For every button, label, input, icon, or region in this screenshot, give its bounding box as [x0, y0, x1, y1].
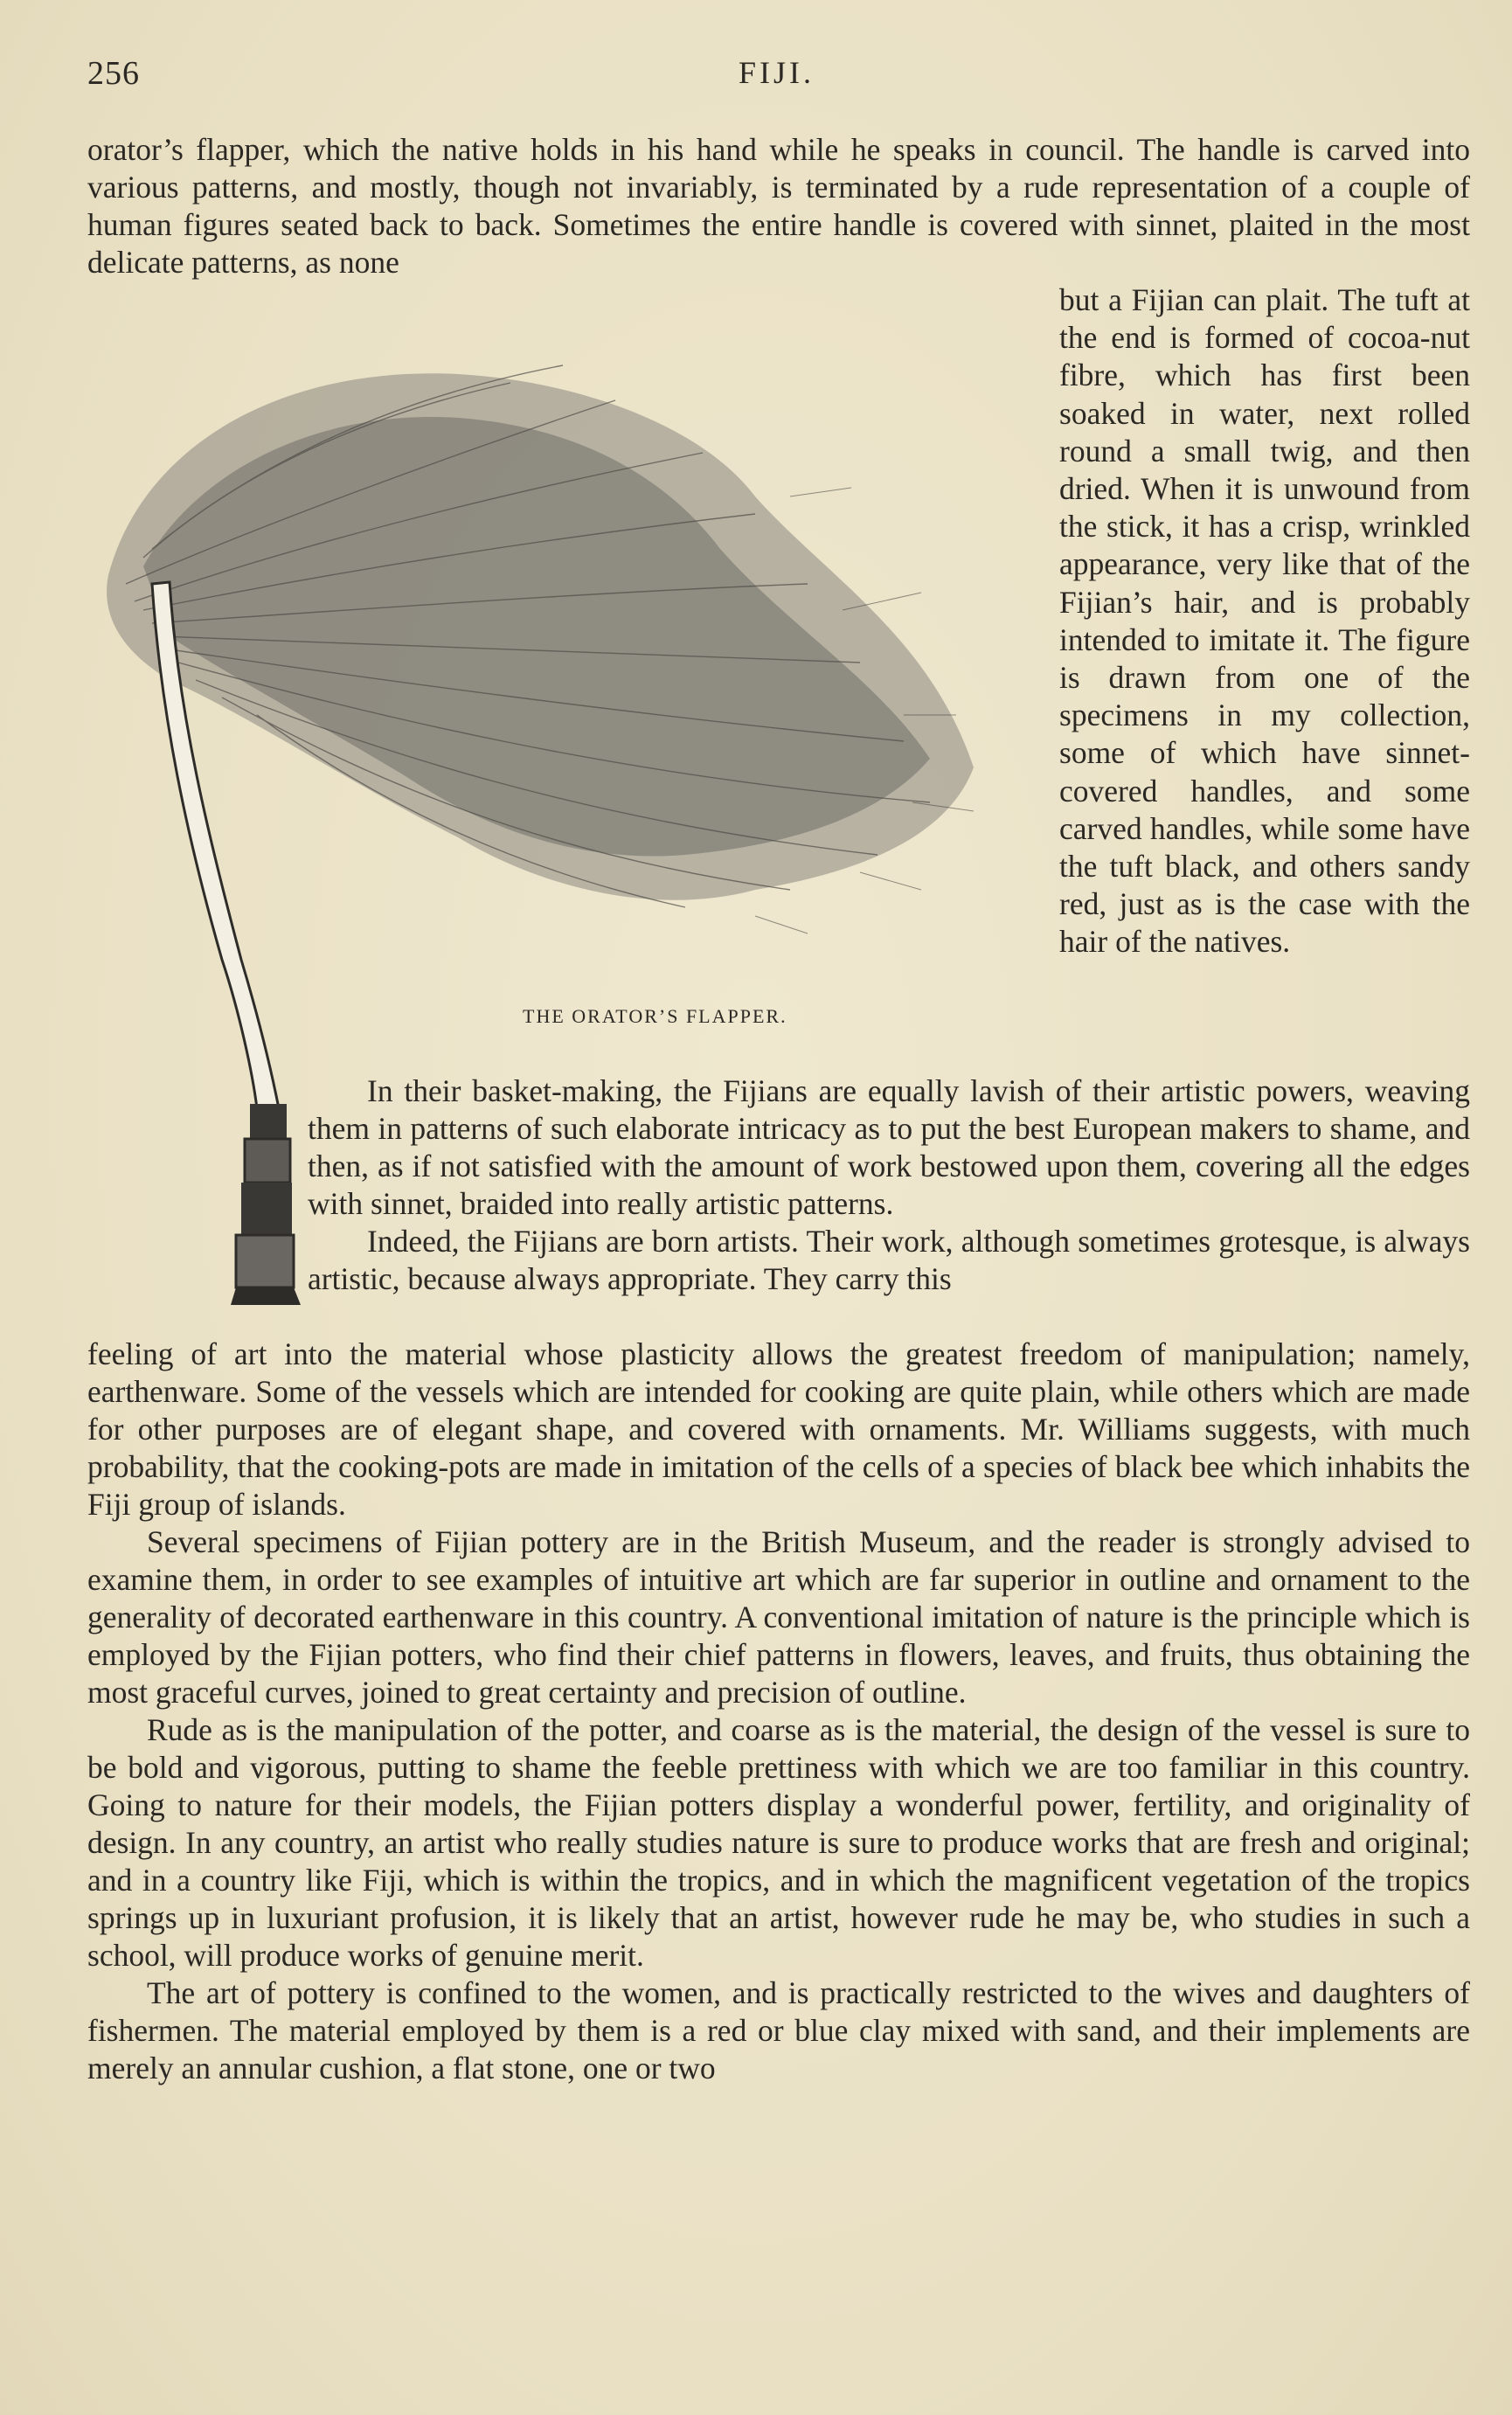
intro-paragraph-block	[87, 131, 1470, 281]
paragraph-born-artists: Indeed, the Fijians are born artists. Their work, although sometimes grotesque, is always artistic, because always appropriate. They carry this	[308, 1224, 1470, 1296]
paragraph-earthenware: feeling of art into the material whose plasticity allows the greatest freedom of manipulation; namely, earthenware. Some of the vessels which are intended for cooking are quite plain, while others which are made for other purposes are of elegant shape, and covered with ornaments. Mr. Williams suggests, with much probability, that the cooking-pots are made in imitation of the cells of a species of black bee which inhabits the Fiji group of islands.	[87, 1336, 1470, 1522]
flapper-tuft	[107, 365, 974, 933]
intro-paragraph: orator’s flapper, which the native holds in his hand while he speaks in council. The handle is carved into various patterns, and mostly, though not invariably, is terminated by a rude representation of a couple of human figures seated back to back. Sometimes the entire handle is covered with sinnet, plaited in the most delicate patterns, as none	[87, 132, 1470, 280]
side-paragraph: but a Fijian can plait. The tuft at the end is formed of cocoa-nut fibre, which has first been soaked in water, next rolled round a small twig, and then dried. When it is unwound from the stick, it has a crisp, wrinkled appearance, very like that of the Fijian’s hair, and is probably intended to imitate it. The figure is drawn from one of the specimens in my collection, some of which have sinnet-covered handles, and some carved handles, while some have the tuft black, and others sandy red, just as is the case with the hair of the natives.	[1059, 282, 1470, 960]
paragraph-pottery-women: The art of pottery is confined to the women, and is practically restricted to the wives and daughters of fishermen. The material employed by them is a red or blue clay mixed with sand, and their implements are merely an annular cushion, a flat stone, one or two	[87, 1975, 1470, 2085]
paragraph-british-museum: Several specimens of Fijian pottery are in the British Museum, and the reader is strongly advised to examine them, in order to see examples of intuitive art which are far superior in outline and ornament to the generality of decorated earthenware in this country. A conventional imitation of nature is the principle which is employed by the Fijian potters, who find their chief patterns in flowers, leaves, and fruits, thus obtaining the most graceful curves, joined to great certainty and precision of outline.	[87, 1524, 1470, 1710]
running-head: FIJI.	[739, 55, 815, 90]
paragraph-basket-making: In their basket-making, the Fijians are equally lavish of their artistic powers, weaving them in patterns of such elaborate intricacy as to put the best European makers to shame, and then, as if not satisfied with the amount of work bestowed upon them, covering all the edges with sinnet, braided into really artistic patterns.	[308, 1073, 1470, 1221]
mid-paragraph-block	[308, 1072, 1470, 1298]
lower-paragraph-block	[87, 1336, 1470, 2087]
paragraph-manipulation: Rude as is the manipulation of the potter, and coarse as is the material, the design of the vessel is sure to be bold and vigorous, putting to shame the feeble prettiness with which we are too familiar in this country. Going to nature for their models, the Fijian potters display a wonderful power, fertility, and originality of design. In any country, an artist who really studies nature is sure to produce works that are fresh and original; and in a country like Fiji, which is within the tropics, and in which the magnificent vegetation of the tropics springs up in luxuriant profusion, it is likely that an artist, however rude he may be, who studies in such a school, will produce works of genuine merit.	[87, 1712, 1470, 1973]
page-number: 256	[87, 55, 140, 92]
figure-caption: THE ORATOR’S FLAPPER.	[523, 1005, 787, 1027]
